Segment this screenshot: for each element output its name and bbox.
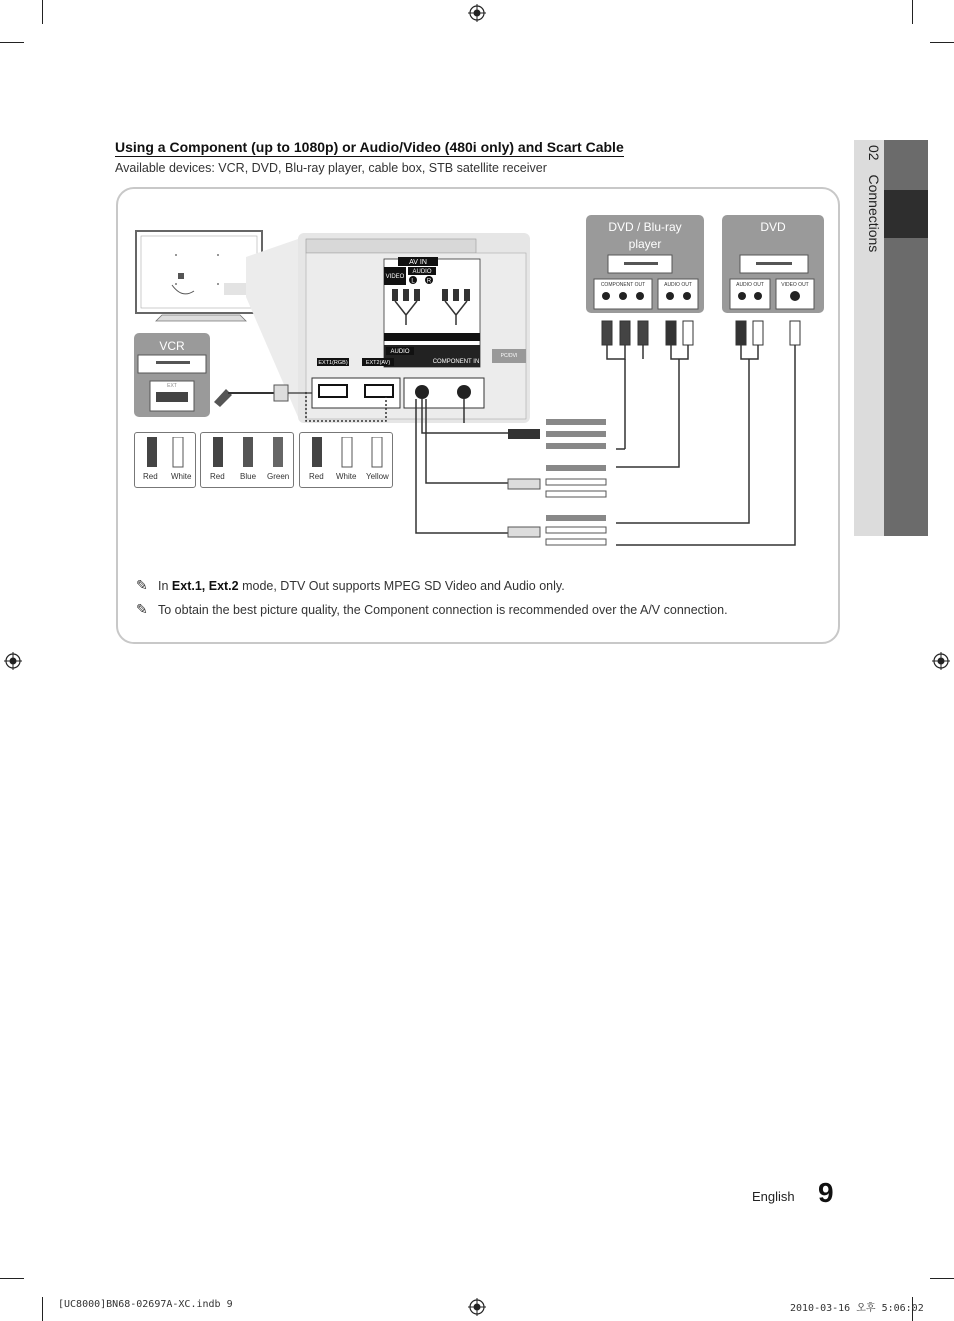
side-tab-block bbox=[884, 140, 928, 190]
component-in-label: COMPONENT IN bbox=[432, 359, 480, 365]
note-component-quality: ✎ To obtain the best picture quality, the Component connection is recommended over the A/V connection. bbox=[136, 601, 728, 617]
vcr-label: VCR bbox=[159, 339, 185, 353]
note-ext-mode: ✎ In Ext.1, Ext.2 mode, DTV Out supports MPEG SD Video and Audio only. bbox=[136, 577, 565, 593]
rca-plug-icon bbox=[308, 437, 388, 469]
video-label: VIDEO bbox=[385, 274, 405, 280]
cable-label: Yellow bbox=[366, 472, 389, 481]
port-l: L bbox=[411, 278, 415, 285]
audio-out-label-2: AUDIO OUT bbox=[736, 282, 764, 288]
cable-bundle bbox=[508, 419, 606, 545]
note-pencil-icon: ✎ bbox=[136, 577, 148, 593]
component-out-label: COMPONENT OUT bbox=[600, 282, 646, 288]
crop-mark bbox=[42, 1297, 43, 1321]
cable-group-audio bbox=[134, 432, 196, 488]
cable-label: Red bbox=[309, 472, 324, 481]
section-subtitle: Available devices: VCR, DVD, Blu-ray player, cable box, STB satellite receiver bbox=[115, 161, 547, 175]
rca-plug-icon bbox=[143, 437, 187, 469]
side-tab-label bbox=[852, 145, 882, 345]
cable-label: Blue bbox=[240, 472, 257, 481]
page-number: 9 bbox=[818, 1177, 834, 1208]
cable-label: White bbox=[171, 472, 192, 481]
side-tab-block bbox=[884, 238, 928, 536]
vcr-ext-label: EXT bbox=[167, 383, 177, 389]
cable-group-av bbox=[299, 432, 393, 488]
dvd-bluray-label-line2: player bbox=[628, 237, 662, 251]
cable-label: Red bbox=[143, 472, 158, 481]
registration-mark-icon bbox=[4, 652, 22, 670]
crop-mark bbox=[930, 1278, 954, 1279]
print-timestamp: 2010-03-16 오후 5:06:02 bbox=[790, 1303, 924, 1314]
registration-mark-icon bbox=[932, 652, 950, 670]
connection-diagram bbox=[116, 187, 836, 567]
crop-mark bbox=[42, 0, 43, 24]
audio-out-label: AUDIO OUT bbox=[664, 282, 692, 288]
chapter-title: Connections bbox=[866, 174, 882, 253]
audio-label-2: AUDIO bbox=[390, 349, 410, 355]
registration-mark-icon bbox=[468, 1298, 486, 1316]
note-pencil-icon: ✎ bbox=[136, 601, 148, 617]
file-name: [UC8000]BN68-02697A-XC.indb 9 bbox=[58, 1299, 233, 1310]
av-in-label: AV IN bbox=[409, 259, 427, 266]
crop-mark bbox=[930, 42, 954, 43]
side-tab-block-active bbox=[884, 190, 928, 238]
rca-plug-icon bbox=[602, 321, 800, 345]
language-label: English bbox=[752, 1189, 795, 1204]
pc-dvi-label: PC/DVI bbox=[500, 353, 518, 359]
dvd-label: DVD bbox=[760, 220, 786, 234]
dvd-bluray-label-line1: DVD / Blu-ray bbox=[608, 220, 682, 234]
cable-label: Red bbox=[210, 472, 225, 481]
cable-label: Green bbox=[267, 472, 290, 481]
cable-group-component bbox=[200, 432, 294, 488]
rca-plug-icon bbox=[209, 437, 289, 469]
video-out-label: VIDEO OUT bbox=[781, 282, 809, 288]
crop-mark bbox=[0, 42, 24, 43]
ext2-label: EXT2(AV) bbox=[365, 360, 391, 366]
crop-mark bbox=[0, 1278, 24, 1279]
section-title: Using a Component (up to 1080p) or Audio/Video (480i only) and Scart Cable bbox=[115, 139, 624, 155]
tv-icon bbox=[136, 231, 262, 321]
cable-label: White bbox=[336, 472, 357, 481]
crop-mark bbox=[912, 0, 913, 24]
registration-mark-icon bbox=[468, 4, 486, 22]
ext1-label: EXT1(RGB) bbox=[318, 360, 348, 366]
port-r: R bbox=[426, 278, 432, 285]
chapter-number: 02 bbox=[866, 145, 882, 161]
audio-label: AUDIO bbox=[412, 269, 432, 275]
